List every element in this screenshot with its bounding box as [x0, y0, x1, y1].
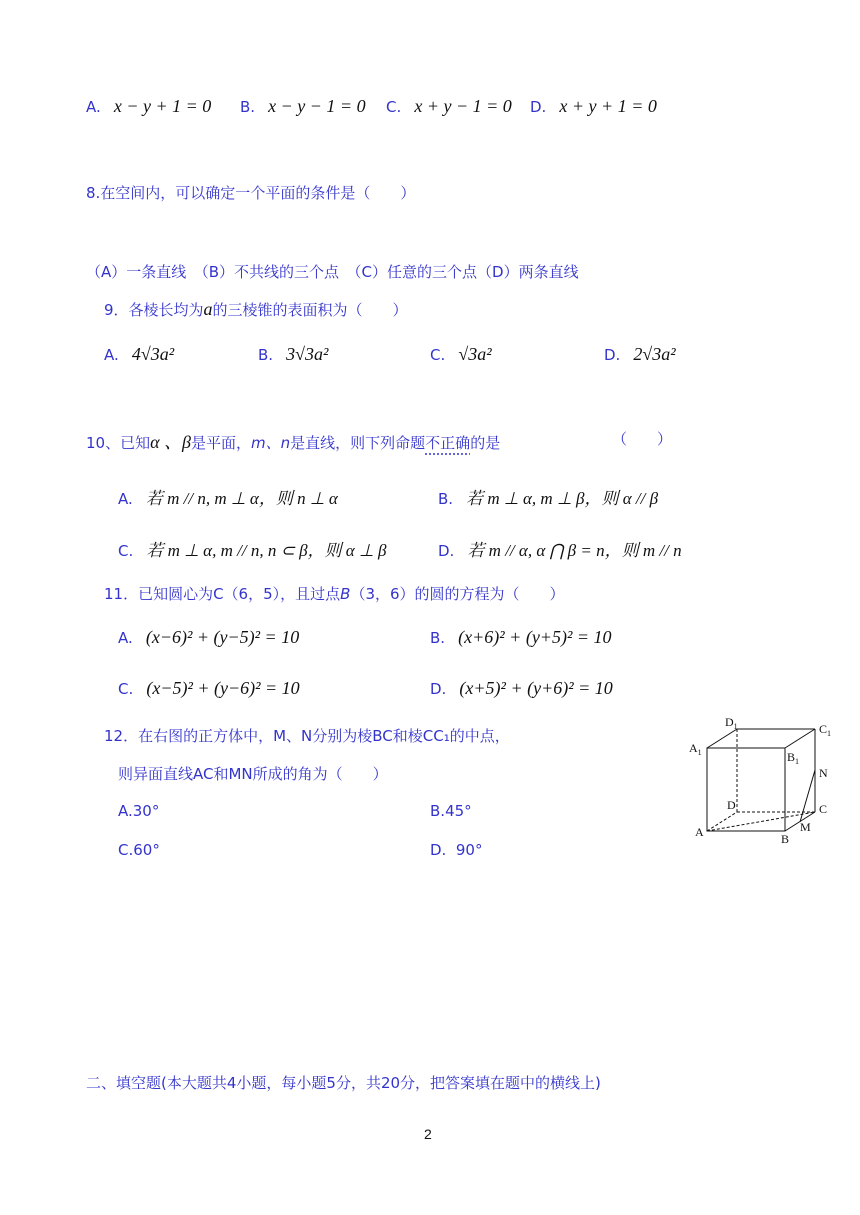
q11-option-a	[118, 627, 299, 648]
q10-option-c	[118, 536, 387, 561]
label-d: D	[727, 798, 736, 812]
option-math: x − y − 1 = 0	[268, 96, 366, 116]
section-2-heading: 二、填空题(本大题共4小题，每小题5分，共20分，把答案填在题中的横线上)	[86, 1074, 601, 1092]
q12-stem-line2: 则异面直线AC和MN所成的角为（ ）	[118, 765, 388, 783]
label-c: C	[819, 802, 828, 816]
q9-stem-pre: 9．各棱长均为	[104, 301, 204, 319]
q10-stem-dotted: 不正确	[425, 434, 471, 452]
q10-stem-pre: 10、已知	[86, 434, 151, 452]
q10-paren: （ ）	[612, 430, 673, 448]
option-text: 若 m ⊥ α, m ⊥ β，则 α // β	[466, 489, 659, 508]
option-math: (x−6)² + (y−5)² = 10	[145, 627, 300, 647]
label-n: N	[819, 766, 828, 780]
option-math: 3√3a²	[286, 344, 329, 364]
page-number: 2	[424, 1126, 432, 1142]
option-label: C.	[386, 98, 402, 116]
option-label: B.	[430, 802, 446, 820]
label-a: A	[695, 825, 704, 839]
q10-stem-mid: 是平面，	[191, 434, 252, 452]
option-text: 若 m ⊥ α, m // n, n ⊂ β，则 α ⊥ β	[146, 541, 387, 560]
option-label: A.	[104, 346, 119, 364]
option-label: B.	[258, 346, 274, 364]
q7-option-b	[240, 96, 366, 117]
cube-front-face	[707, 748, 785, 831]
q9-option-b	[258, 344, 328, 365]
cube-edge	[707, 729, 737, 748]
q11-stem	[104, 583, 565, 604]
q12-option-d	[430, 841, 482, 859]
q9-option-a	[104, 344, 174, 365]
cube-segment-mn	[800, 770, 815, 822]
option-math: (x−5)² + (y−6)² = 10	[146, 678, 300, 698]
label-a1: $A_1$	[689, 741, 702, 757]
q11-option-c	[118, 678, 300, 699]
option-label: A.	[118, 490, 133, 508]
q10-stem-math: α 、β	[150, 432, 192, 452]
option-math: x + y − 1 = 0	[414, 96, 512, 116]
option-math: 4√3a²	[131, 344, 175, 364]
option-math: x − y + 1 = 0	[113, 96, 212, 116]
option-label: B.	[430, 629, 446, 647]
label-c1: $C_1$	[819, 722, 832, 738]
option-text: 30°	[132, 802, 160, 820]
option-label: C.	[118, 680, 134, 698]
q10-option-b	[438, 484, 658, 509]
q7-option-d	[530, 96, 657, 117]
option-math: 2√3a²	[633, 344, 676, 364]
option-label: A.	[118, 629, 133, 647]
q7-option-a	[86, 96, 211, 117]
q12-option-c	[118, 841, 160, 859]
label-d1: $D_1$	[725, 715, 738, 731]
q11-option-d	[430, 678, 613, 699]
q11-stem-b: B	[340, 585, 351, 603]
option-label: D.	[438, 542, 455, 560]
cube-edge	[785, 729, 815, 748]
q10-option-d	[438, 536, 682, 561]
cube-figure	[685, 712, 845, 852]
q9-option-c	[430, 344, 492, 365]
q9-stem-post: 的三棱锥的表面积为（ ）	[212, 301, 408, 319]
option-label: D.	[430, 841, 447, 859]
option-math: (x+6)² + (y+5)² = 10	[458, 627, 612, 647]
q10-stem-post2: 的是	[470, 434, 501, 452]
q12-option-a	[118, 802, 159, 820]
option-label: A.	[86, 98, 101, 116]
q9-option-d	[604, 344, 676, 365]
option-label: A.	[118, 802, 133, 820]
option-math: x + y + 1 = 0	[559, 96, 657, 116]
option-label: C.	[430, 346, 446, 364]
q10-option-a	[118, 484, 338, 509]
option-text: 60°	[133, 841, 160, 859]
option-text: 若 m // α, α ⋂ β = n，则 m // n	[467, 541, 682, 560]
option-math: √3a²	[458, 344, 492, 364]
option-label: C.	[118, 542, 134, 560]
label-b1: $B_1$	[787, 750, 800, 766]
option-math: (x+5)² + (y+6)² = 10	[459, 678, 613, 698]
option-label: B.	[438, 490, 454, 508]
option-label: C.	[118, 841, 134, 859]
label-b: B	[781, 832, 790, 846]
q8-stem: 8.在空间内，可以确定一个平面的条件是（ ）	[86, 184, 416, 202]
cube-diagonal-ac	[707, 812, 815, 831]
option-text: 90°	[455, 841, 483, 859]
q10-stem-post1: 是直线，则下列命题	[290, 434, 426, 452]
q12-option-b	[430, 802, 472, 820]
option-label: D.	[530, 98, 547, 116]
option-text: 45°	[445, 802, 472, 820]
q7-option-c	[386, 96, 512, 117]
q8-options: （A）一条直线 （B）不共线的三个点 （C）任意的三个点（D）两条直线	[86, 263, 579, 281]
q11-stem-pre: 11．已知圆心为C（6，5），且过点	[104, 585, 341, 603]
q11-stem-post: （3，6）的圆的方程为（ ）	[350, 585, 565, 603]
option-text: 若 m // n, m ⊥ α，则 n ⊥ α	[145, 489, 338, 508]
option-label: B.	[240, 98, 256, 116]
q12-stem-line1: 12．在右图的正方体中，M、N分别为棱BC和棱CC₁的中点，	[104, 727, 510, 745]
option-label: D.	[604, 346, 621, 364]
q9-stem-var: a	[203, 299, 213, 319]
label-m: M	[800, 820, 811, 834]
q11-option-b	[430, 627, 612, 648]
q9-stem	[104, 299, 408, 320]
option-label: D.	[430, 680, 447, 698]
q10-stem-mn: m、n	[251, 434, 291, 452]
q10-stem	[86, 428, 500, 454]
